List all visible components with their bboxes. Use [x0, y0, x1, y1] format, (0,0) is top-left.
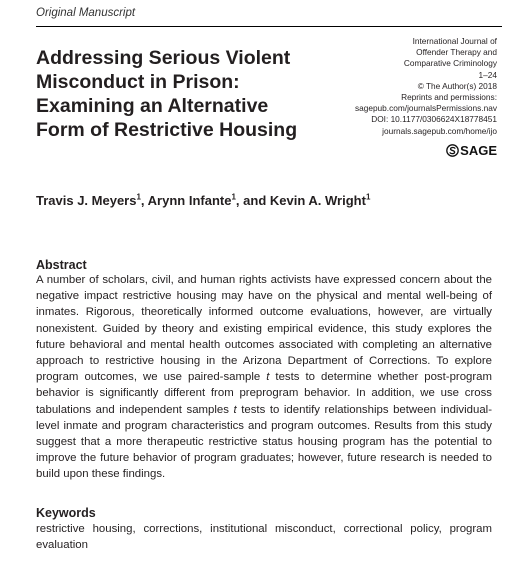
- doi[interactable]: DOI: 10.1177/0306624X18778451: [371, 114, 497, 125]
- author-separator: , and: [235, 193, 270, 208]
- publisher-name: SAGE: [460, 143, 497, 158]
- affiliation-marker: 1: [136, 192, 141, 202]
- affiliation-marker: 1: [365, 192, 371, 202]
- journal-home-link[interactable]: journals.sagepub.com/home/ijo: [382, 125, 497, 136]
- header-rule: [36, 26, 502, 27]
- sage-mark-icon: [446, 144, 459, 157]
- italic-symbol: t: [233, 403, 237, 416]
- italic-symbol: t: [266, 371, 270, 384]
- author-name: Kevin A. Wright: [269, 193, 366, 208]
- journal-name-line: International Journal of: [412, 36, 497, 46]
- copyright: © The Author(s) 2018: [417, 80, 497, 91]
- permissions-link[interactable]: sagepub.com/journalsPermissions.nav: [354, 103, 497, 114]
- article-title: [36, 46, 336, 142]
- journal-name-line: Comparative Criminology: [403, 58, 497, 69]
- affiliation-marker: 1: [231, 192, 236, 202]
- journal-name-line: Offender Therapy and: [416, 47, 497, 58]
- abstract-heading: Abstract: [36, 258, 87, 272]
- reprints-label: Reprints and permissions:: [401, 92, 497, 103]
- author-separator: ,: [140, 193, 148, 208]
- title-line: Misconduct in Prison:: [36, 71, 240, 93]
- keywords-heading: Keywords: [36, 506, 96, 520]
- journal-info: [327, 36, 497, 137]
- abstract-body: A number of scholars, civil, and human rights activists have expressed concern about the negative impact restrictive housing may have on the physical and mental well-being of inmates. Rigorous, theoretically informed outcome evaluations, however, are virtually nonexistent. Guided by theory and existing empirical evidence, this study explores the future behavioral and mental health outcomes associated with completing an alternative approach to restrictive housing in the Arizona Department of Corrections. To explore program outcomes, we use paired-sample t tests to determine whether post-program behavior is significantly different from preprogram behavior. In addition, we use cross tabulations and independent samples t tests to identify relationships between individual-level inmate and program characteristics and program outcomes. Results from this study suggest that a more therapeutic restrictive status housing program has the potential to improve the future behavior of program graduates; however, future research is needed to build upon these findings.: [36, 274, 493, 481]
- author-name: Travis J. Meyers: [36, 193, 137, 208]
- sage-logo: [446, 143, 497, 158]
- keywords-list: restrictive housing, corrections, institutional misconduct, correctional policy, program evaluation: [36, 523, 492, 552]
- author-list: [36, 193, 370, 208]
- page-range: 1–24: [478, 69, 497, 80]
- title-line: Examining an Alternative: [36, 95, 269, 117]
- title-line: Addressing Serious Violent: [36, 47, 291, 69]
- title-line: Form of Restrictive Housing: [36, 119, 298, 141]
- article-type-label: Original Manuscript: [36, 7, 136, 19]
- author-name: Arynn Infante: [147, 193, 232, 208]
